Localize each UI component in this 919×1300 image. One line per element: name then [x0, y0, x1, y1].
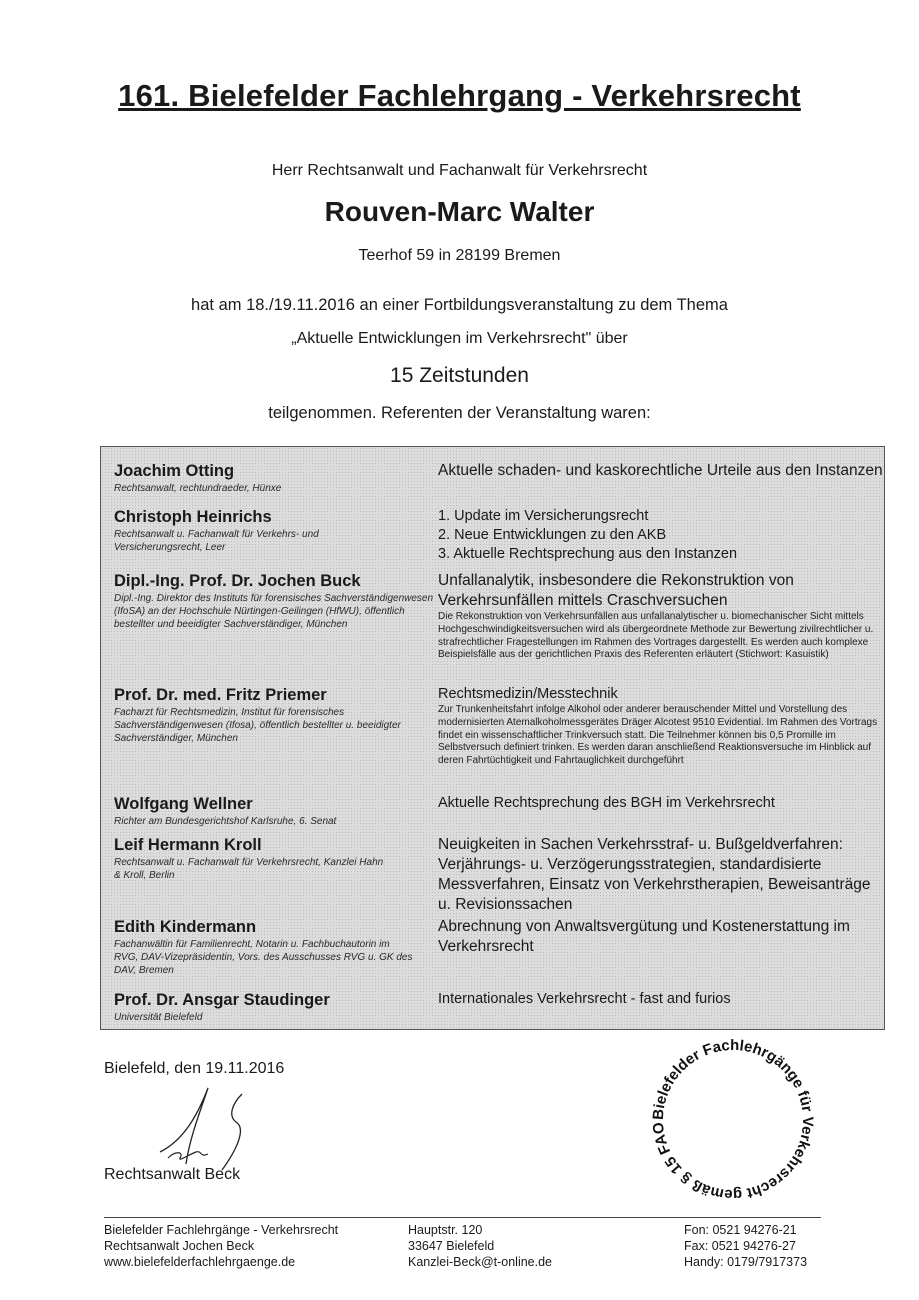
- speaker-name: Joachim Otting: [114, 462, 235, 480]
- speaker-description: Rechtsanwalt, rechtundraeder, Hünxe: [114, 483, 282, 494]
- footer-organization: [104, 1222, 338, 1270]
- footer-line: Rechtsanwalt Jochen Beck: [104, 1239, 255, 1253]
- speaker-topic-detail: Zur Trunkenheitsfahrt infolge Alkohol oder anderer berauschender Mittel und Vorstellung des modernisierten Atemalkoholmessgerätes Dräger Alcotest 9510 Evidential. Im Rahmen des Vortrags findet ein wissenschaftlicher Trinkversuch statt. Die Teilnehmer können bis 0,5 Promille im Selbstversuch definiert trinken. Es werden daran anschließend Reaktionsversuche im Hinblick auf deren Fahrtüchtigkeit und Fahrtauglichkeit durchgeführt: [438, 704, 878, 767]
- footer-line: 33647 Bielefeld: [408, 1239, 495, 1253]
- footer-fax: Fax: 0521 94276-27: [684, 1239, 796, 1253]
- speaker-topic: Internationales Verkehrsrecht - fast and furios: [438, 991, 731, 1007]
- footer-divider: [104, 1217, 821, 1218]
- speaker-description: Rechtsanwalt u. Fachanwalt für Verkehrs- und Versicherungsrecht, Leer: [114, 529, 319, 553]
- speaker-topic: Abrechnung von Anwaltsvergütung und Kostenerstattung im Verkehrsrecht: [438, 918, 850, 955]
- speaker-description: Rechtsanwalt u. Fachanwalt für Verkehrsrecht, Kanzlei Hahn & Kroll, Berlin: [114, 857, 384, 881]
- speaker-topic: Aktuelle schaden- und kaskorechtliche Urteile aus den Instanzen: [438, 462, 883, 479]
- footer-mobile: Handy: 0179/7917373: [684, 1255, 808, 1269]
- speaker-name: Prof. Dr. Ansgar Staudinger: [114, 991, 330, 1009]
- handwritten-signature: [150, 1082, 280, 1174]
- footer-address: [408, 1222, 552, 1270]
- participation-line: hat am 18./19.11.2016 an einer Fortbildungsveranstaltung zu dem Thema: [191, 296, 728, 314]
- participant-name: Rouven-Marc Walter: [324, 196, 595, 227]
- document-title: 161. Bielefelder Fachlehrgang - Verkehrsrecht: [118, 78, 801, 113]
- speaker-description: Fachanwältin für Familienrecht, Notarin u. Fachbuchautorin im RVG, DAV-Vizepräsidentin, Vors. des Ausschusses RVG u. GK des DAV, Bremen: [114, 939, 413, 976]
- speaker-description: Dipl.-Ing. Direktor des Instituts für forensisches Sachverständigenwesen (IfoSA) an der Hochschule Nürtingen-Geilingen (HfWU), öffentlich bestellter und beeidigter Sachverständiger, München: [114, 593, 434, 630]
- speaker-topic-detail: Die Rekonstruktion von Verkehrsunfällen aus unfallanalytischer u. biomechanischer Sicht mittels Hochgeschwindigkeitsversuchen wird als übergeordnete Methode zur Bewertung zivilrechtlicher u. strafrechtlicher Fragestellungen im Rahmen des Vortrages dargestellt. Es werden auch komplexe Beispielsfälle aus der gerichtlichen Praxis des Referenten erläutert (Stichwort: Kasuistik): [438, 611, 874, 661]
- footer-website: www.bielefelderfachlehrgaenge.de: [104, 1255, 296, 1269]
- speaker-topic: Aktuelle Rechtsprechung des BGH im Verkehrsrecht: [438, 795, 775, 811]
- speaker-name: Prof. Dr. med. Fritz Priemer: [114, 686, 327, 704]
- speaker-name: Christoph Heinrichs: [114, 508, 272, 526]
- footer-line: Bielefelder Fachlehrgänge - Verkehrsrecht: [104, 1223, 339, 1237]
- speaker-name: Edith Kindermann: [114, 918, 257, 936]
- footer-line: Hauptstr. 120: [408, 1223, 483, 1237]
- place-date: Bielefeld, den 19.11.2016: [104, 1060, 285, 1077]
- topic-line: „Aktuelle Entwicklungen im Verkehrsrecht" über: [291, 330, 628, 347]
- speakers-intro: teilgenommen. Referenten der Veranstaltung waren:: [268, 404, 651, 422]
- topic-item: 3. Aktuelle Rechtsprechung aus den Instanzen: [438, 546, 738, 562]
- salutation: Herr Rechtsanwalt und Fachanwalt für Verkehrsrecht: [271, 162, 648, 179]
- signer-label: Rechtsanwalt Beck: [104, 1166, 241, 1183]
- topic-item: 1. Update im Versicherungsrecht: [438, 508, 649, 524]
- footer-email: Kanzlei-Beck@t-online.de: [408, 1255, 553, 1269]
- speakers-table: [100, 446, 885, 1030]
- speaker-topic: Rechtsmedizin/Messtechnik: [438, 686, 618, 702]
- speaker-name: Wolfgang Wellner: [114, 795, 253, 813]
- footer-phone: Fon: 0521 94276-21: [684, 1223, 797, 1237]
- speaker-description: Universität Bielefeld: [114, 1012, 203, 1023]
- svg-text:Bielefelder Fachlehrgänge für: Bielefelder Fachlehrgänge für Verkehrsrecht gemäß § 15 FAO: [649, 1036, 817, 1204]
- participant-address: Teerhof 59 in 28199 Bremen: [358, 247, 561, 264]
- seal-stamp: [633, 1030, 833, 1210]
- speaker-topic: Neuigkeiten in Sachen Verkehrsstraf- u. Bußgeldverfahren: Verjährungs- u. Verzögerungsstrategien, standardisierte Messverfahren, Einsatz von Verkehrstherapien, Beweisanträge u. Revisionssachen: [438, 836, 871, 913]
- speaker-name: Leif Hermann Kroll: [114, 836, 262, 854]
- footer-contact: [684, 1222, 807, 1270]
- speaker-topic: Unfallanalytik, insbesondere die Rekonstruktion von Verkehrsunfällen mittels Craschversuchen: [438, 572, 794, 609]
- hours: 15 Zeitstunden: [390, 364, 529, 387]
- speaker-description: Richter am Bundesgerichtshof Karlsruhe, 6. Senat: [114, 816, 337, 827]
- speaker-name: Dipl.-Ing. Prof. Dr. Jochen Buck: [114, 572, 361, 590]
- speaker-description: Facharzt für Rechtsmedizin, Institut für forensisches Sachverständigenwesen (Ifosa), öffentlich bestellter u. beeidigter Sachverständiger, München: [114, 707, 401, 744]
- topic-item: 2. Neue Entwicklungen zu den AKB: [438, 527, 667, 543]
